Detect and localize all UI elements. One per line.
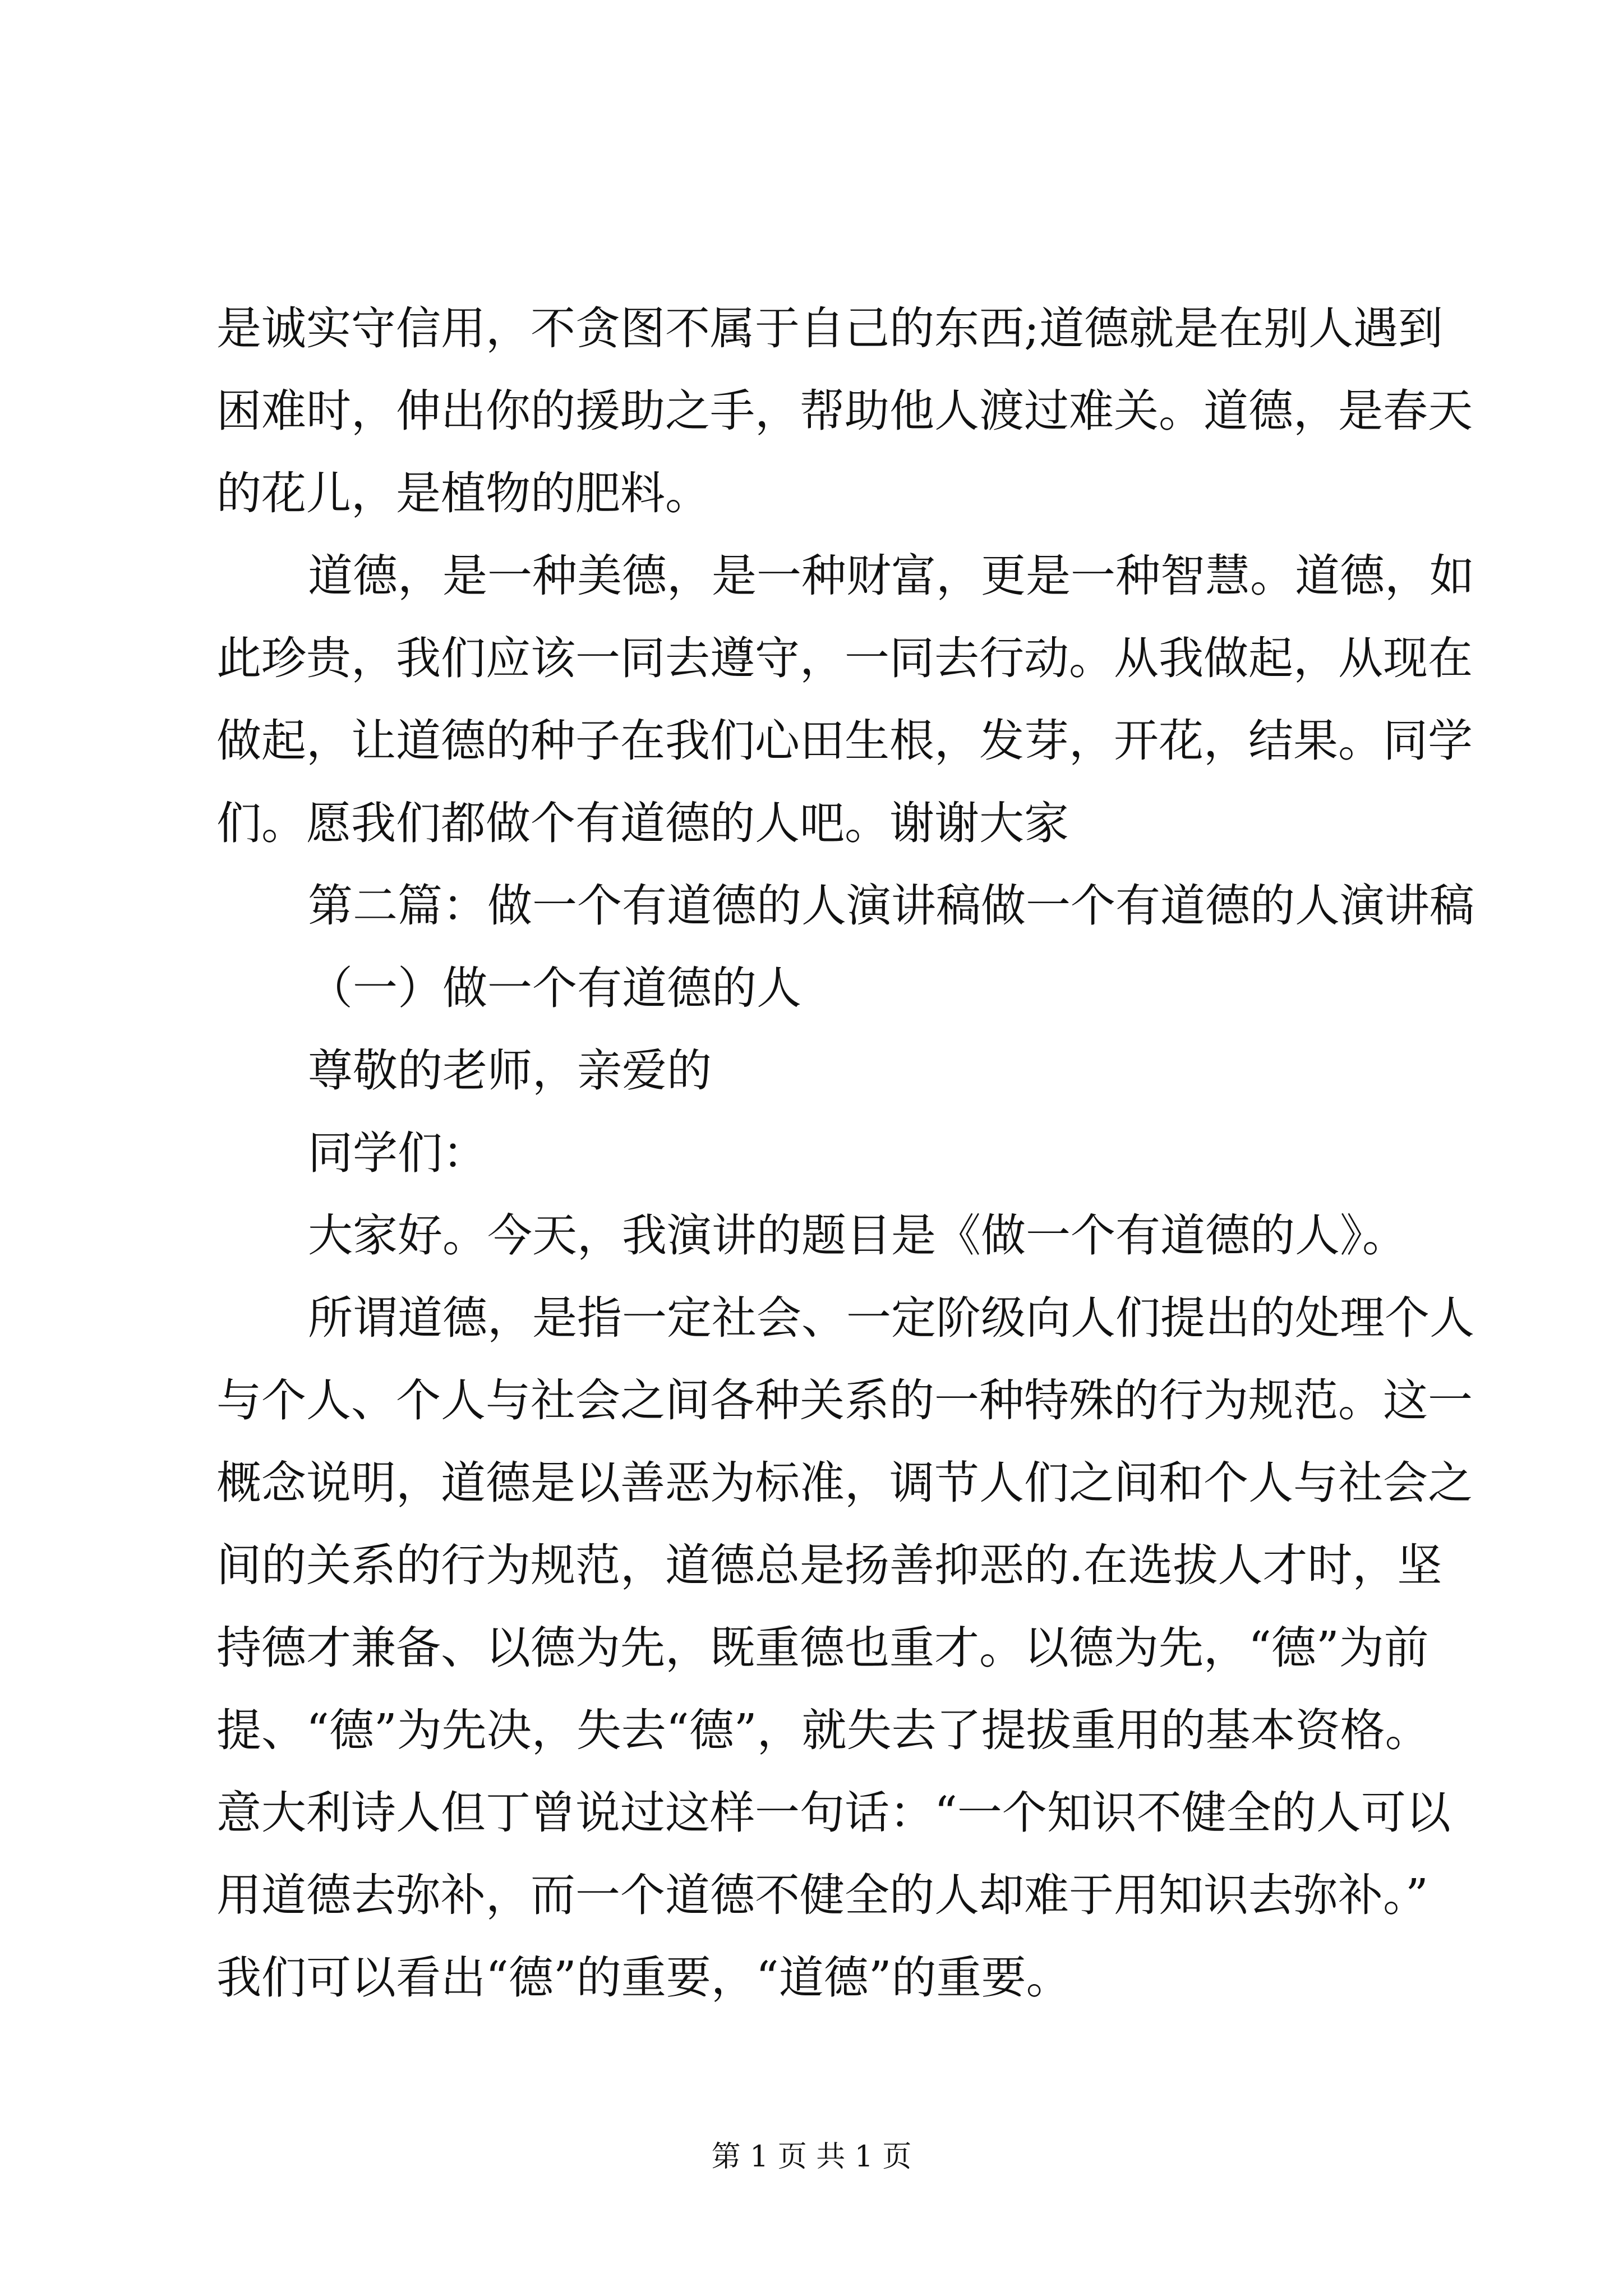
text-line: 的花儿，是植物的肥料。	[216, 467, 710, 519]
text-line: 与个人、个人与社会之间各种关系的一种特殊的行为规范。这一	[216, 1374, 1473, 1427]
text-line: 提、“德”为先决，失去“德”，就失去了提拔重用的基本资格。	[216, 1704, 1430, 1756]
text-line: 概念说明，道德是以善恶为标准，调节人们之间和个人与社会之	[216, 1457, 1473, 1509]
paragraph-first-line: 大家好。今天，我演讲的题目是《做一个有道德的人》。	[308, 1209, 1407, 1262]
text-line: 困难时，伸出你的援助之手，帮助他人渡过难关。道德，是春天	[216, 385, 1473, 437]
text-line: 是诚实守信用，不贪图不属于自己的东西;道德就是在别人遇到	[216, 302, 1443, 355]
text-line: 此珍贵，我们应该一同去遵守，一同去行动。从我做起，从现在	[216, 632, 1473, 684]
document-body	[216, 287, 1474, 2019]
text-line: 用道德去弥补，而一个道德不健全的人却难于用知识去弥补。”	[216, 1869, 1428, 1921]
text-line: 意大利诗人但丁曾说过这样一句话：“一个知识不健全的人可以	[216, 1787, 1451, 1839]
section-heading: 第二篇：做一个有道德的人演讲稿做一个有道德的人演讲稿	[308, 880, 1474, 932]
salutation-line: 尊敬的老师，亲爱的	[308, 1045, 712, 1097]
subsection-heading: （一）做一个有道德的人	[308, 962, 801, 1014]
text-line: 间的关系的行为规范，道德总是扬善抑恶的.在选拔人才时，坚	[216, 1539, 1442, 1591]
text-line: 们。愿我们都做个有道德的人吧。谢谢大家	[216, 797, 1069, 849]
paragraph-first-line: 所谓道德，是指一定社会、一定阶级向人们提出的处理个人	[308, 1292, 1474, 1344]
text-line: 做起，让道德的种子在我们心田生根，发芽，开花，结果。同学	[216, 715, 1473, 767]
text-line: 持德才兼备、以德为先，既重德也重才。以德为先，“德”为前	[216, 1622, 1429, 1674]
text-line: 我们可以看出“德”的重要，“道德”的重要。	[216, 1952, 1071, 2004]
page-footer	[0, 2137, 1623, 2177]
paragraph-first-line: 道德，是一种美德，是一种财富，更是一种智慧。道德，如	[308, 550, 1474, 602]
page-number: 第 1 页 共 1 页	[711, 2140, 912, 2174]
salutation-line: 同学们：	[308, 1127, 487, 1179]
